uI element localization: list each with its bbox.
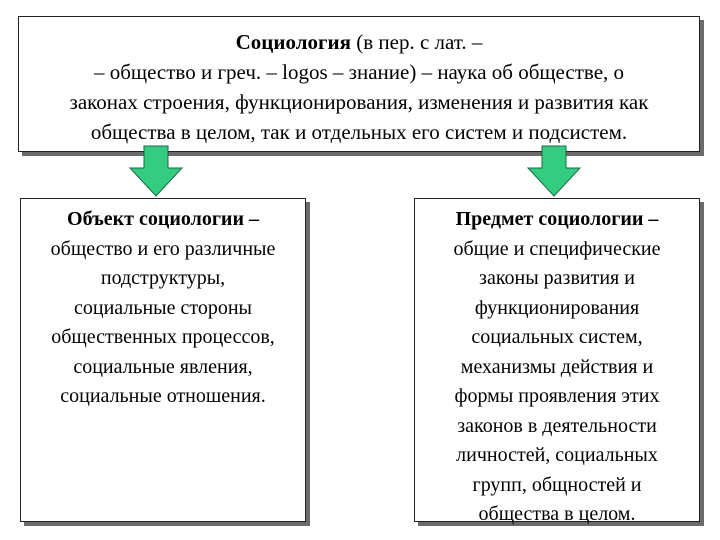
subject-line: социальных систем, <box>471 326 643 348</box>
subject-line: законов в деятельности <box>457 414 657 437</box>
subject-line: функционирования <box>474 296 640 319</box>
subject-line: общие и специфические <box>453 237 661 260</box>
object-line: социальные стороны <box>74 296 252 319</box>
object-line: общественных процессов, <box>51 326 275 348</box>
arrow-down-right-icon <box>526 146 582 198</box>
subject-line: формы проявления этих <box>454 385 660 407</box>
definition-box <box>18 16 700 152</box>
subject-line: законы развития и <box>479 267 635 289</box>
subject-line: личностей, социальных <box>456 444 658 466</box>
definition-line-3: законах строения, функционирования, изменения и развития как <box>69 90 649 114</box>
definition-line-4: общества в целом, так и отдельных его систем и подсистем. <box>90 120 628 144</box>
subject-line: общества в целом. <box>478 503 636 525</box>
object-line: подструктуры, <box>100 267 226 289</box>
subject-title: Предмет социологии – <box>455 208 659 230</box>
object-line: общество и его различные <box>50 237 276 260</box>
object-title: Объект социологии – <box>67 208 259 230</box>
subject-box <box>414 198 700 525</box>
object-line: социальные отношения. <box>60 385 266 407</box>
subject-line: механизмы действия и <box>460 355 654 378</box>
subject-line: групп, общностей и <box>472 473 642 496</box>
object-box <box>20 198 306 522</box>
definition-term: Социология <box>235 30 351 54</box>
object-line: социальные явления, <box>73 355 253 378</box>
definition-text: (в пер. с лат. – <box>350 30 483 54</box>
definition-line-1 <box>25 27 693 57</box>
arrow-down-left-icon <box>128 146 184 198</box>
definition-line-2: – общество и греч. – logos – знание) – наука об обществе, о <box>93 60 625 84</box>
